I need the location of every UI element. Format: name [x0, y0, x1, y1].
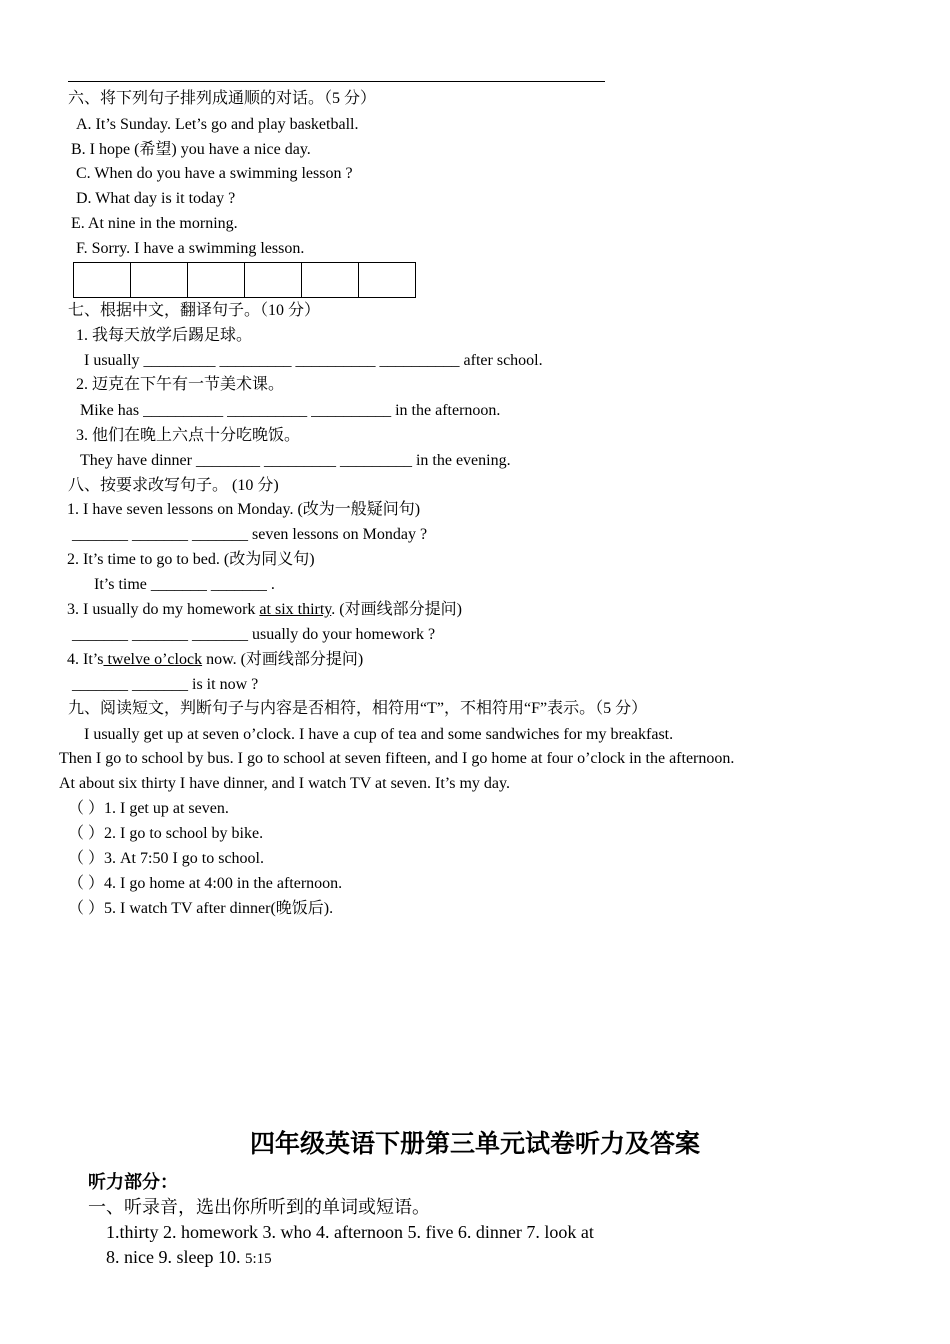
listening-answers-line2 — [106, 1245, 272, 1271]
section9-item-3: （ ）3. At 7:50 I go to school. — [68, 850, 264, 867]
section8-q2-blank: It’s time _______ _______ . — [94, 576, 275, 593]
section8-q3-post: . (对画线部分提问) — [331, 601, 462, 618]
section9-item-4: （ ）4. I go home at 4:00 in the afternoon. — [68, 875, 343, 892]
section7-q3-cn: 3. 他们在晚上六点十分吃晚饭。 — [76, 427, 301, 444]
section7-q2-cn: 2. 迈克在下午有一节美术课。 — [76, 376, 285, 393]
answer-box-6[interactable] — [359, 263, 416, 298]
section8-q3-pre: 3. I usually do my homework — [67, 601, 260, 618]
section9-item-2: （ ）2. I go to school by bike. — [68, 825, 264, 842]
section6-item-d: D. What day is it today ? — [76, 190, 236, 207]
section8-q4-pre: 4. It’s — [67, 651, 104, 668]
answer-box-4[interactable] — [245, 263, 302, 298]
listening-answers-time: 5:15 — [244, 1251, 272, 1267]
section8-q1: 1. I have seven lessons on Monday. (改为一般疑问句) — [67, 501, 421, 518]
section7-q1-en: I usually _________ _________ __________ __________ after school. — [84, 352, 543, 369]
section9-passage-1: I usually get up at seven o’clock. I have a cup of tea and some sandwiches for my breakfast. — [84, 726, 674, 743]
section7-q3-en: They have dinner ________ _________ _________ in the evening. — [80, 452, 511, 469]
section6-item-a: A. It’s Sunday. Let’s go and play basketball. — [76, 116, 359, 133]
listening-answers-line1: 1.thirty 2. homework 3. who 4. afternoon 5. five 6. dinner 7. look at — [106, 1222, 594, 1242]
section8-q4-underlined: twelve o’clock — [103, 651, 203, 668]
answer-box-1[interactable] — [74, 263, 131, 298]
section9-title: 九、阅读短文，判断句子与内容是否相符，相符用“T”，不相符用“F”表示。（5 分） — [68, 700, 648, 717]
answer-box-5[interactable] — [302, 263, 359, 298]
section8-q1-blank: _______ _______ _______ seven lessons on Monday ? — [72, 526, 428, 543]
listening-label: 听力部分： — [88, 1172, 178, 1192]
top-rule — [68, 81, 605, 82]
answer-key-title: 四年级英语下册第三单元试卷听力及答案 — [249, 1131, 700, 1158]
section8-q3 — [67, 600, 462, 620]
section7-q2-en: Mike has __________ __________ __________ in the afternoon. — [80, 402, 501, 419]
section9-passage-3: At about six thirty I have dinner, and I watch TV at seven. It’s my day. — [59, 775, 510, 792]
section9-item-1: （ ）1. I get up at seven. — [68, 800, 229, 817]
listening-answers-line2-text: 8. nice 9. sleep 10. — [106, 1247, 245, 1267]
section8-q4-blank: _______ _______ is it now ? — [72, 676, 259, 693]
section8-q4 — [67, 650, 363, 670]
section7-q1-cn: 1. 我每天放学后踢足球。 — [76, 327, 253, 344]
answer-box-3[interactable] — [188, 263, 245, 298]
section6-item-c: C. When do you have a swimming lesson ? — [76, 165, 353, 182]
section6-item-e: E. At nine in the morning. — [71, 215, 238, 232]
section8-q3-blank: _______ _______ _______ usually do your homework ? — [72, 626, 436, 643]
section8-q2: 2. It’s time to go to bed. (改为同义句) — [67, 551, 315, 568]
section6-item-f: F. Sorry. I have a swimming lesson. — [76, 240, 305, 257]
section9-item-5: （ ）5. I watch TV after dinner(晚饭后). — [68, 900, 334, 917]
answer-box-2[interactable] — [131, 263, 188, 298]
section7-title: 七、根据中文，翻译句子。（10 分） — [68, 302, 321, 319]
section6-item-b: B. I hope (希望) you have a nice day. — [71, 141, 311, 158]
section9-passage-2: Then I go to school by bus. I go to school at seven fifteen, and I go home at four o’clock in the afternoon. — [59, 750, 735, 767]
listening-part1: 一、听录音，选出你所听到的单词或短语。 — [88, 1197, 430, 1217]
section8-q4-post: now. (对画线部分提问) — [202, 651, 364, 668]
section8-q3-underlined: at six thirty — [259, 601, 332, 618]
section8-title: 八、按要求改写句子。 (10 分) — [68, 477, 279, 494]
section6-title: 六、将下列句子排列成通顺的对话。（5 分） — [68, 90, 377, 107]
order-answer-table — [73, 262, 416, 298]
